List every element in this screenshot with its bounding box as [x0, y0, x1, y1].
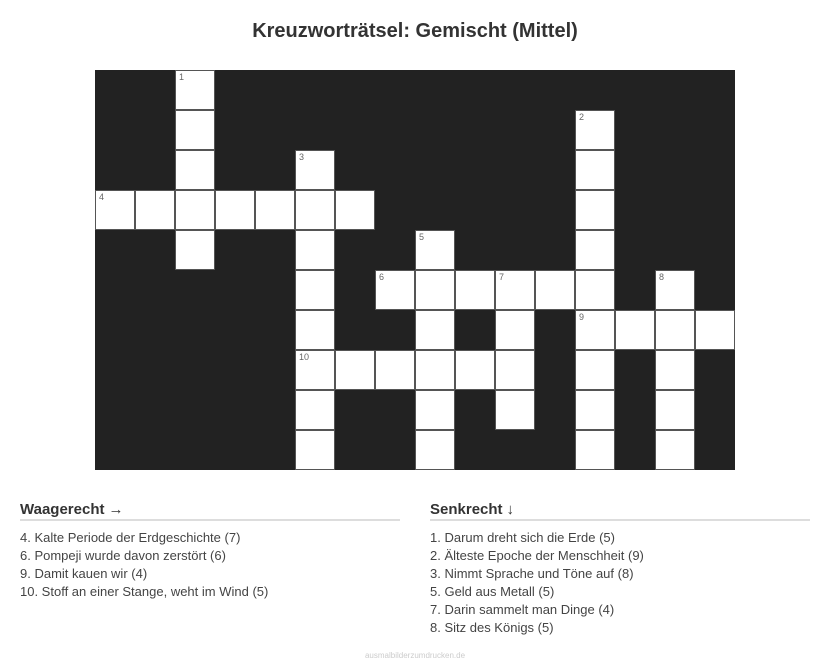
grid-cell[interactable] — [655, 390, 695, 430]
clue-item: 8. Sitz des Königs (5) — [430, 620, 554, 635]
down-clues-section — [430, 500, 810, 637]
across-heading-label: Waagerecht — [20, 501, 105, 518]
clue-item: 3. Nimmt Sprache und Töne auf (8) — [430, 566, 634, 581]
cell-number: 6 — [379, 272, 385, 282]
down-clue-list — [430, 529, 810, 637]
crossword-grid — [95, 70, 735, 470]
grid-cell[interactable] — [375, 350, 415, 390]
grid-cell[interactable] — [455, 350, 495, 390]
grid-cell[interactable] — [495, 270, 535, 310]
cell-number: 4 — [99, 192, 105, 202]
arrow-down-icon: ↓ — [506, 501, 515, 518]
grid-cell[interactable] — [495, 310, 535, 350]
grid-cell[interactable] — [415, 430, 455, 470]
grid-cell[interactable] — [175, 190, 215, 230]
across-clue-list — [20, 529, 400, 601]
cell-number: 8 — [659, 272, 665, 282]
cell-number: 5 — [419, 232, 425, 242]
grid-cell[interactable] — [535, 270, 575, 310]
grid-cell[interactable] — [655, 350, 695, 390]
grid-cell[interactable] — [175, 150, 215, 190]
grid-cell[interactable] — [575, 390, 615, 430]
grid-cell[interactable] — [415, 310, 455, 350]
grid-cell[interactable] — [335, 350, 375, 390]
clue-item: 1. Darum dreht sich die Erde (5) — [430, 530, 615, 545]
grid-cell[interactable] — [175, 110, 215, 150]
grid-cell[interactable] — [295, 390, 335, 430]
grid-cell[interactable] — [655, 430, 695, 470]
grid-cell[interactable] — [415, 350, 455, 390]
grid-cell[interactable] — [215, 190, 255, 230]
grid-cell[interactable] — [295, 150, 335, 190]
clue-item: 4. Kalte Periode der Erdgeschichte (7) — [20, 530, 241, 545]
grid-cell[interactable] — [415, 230, 455, 270]
clue-item: 6. Pompeji wurde davon zerstört (6) — [20, 548, 226, 563]
footer-credit: ausmalbilderzumdrucken.de — [364, 651, 466, 660]
grid-cell[interactable] — [295, 350, 335, 390]
page-title: Kreuzworträtsel: Gemischt (Mittel) — [252, 20, 578, 42]
grid-cell[interactable] — [655, 270, 695, 310]
grid-cell[interactable] — [255, 190, 295, 230]
grid-cell[interactable] — [575, 110, 615, 150]
clue-item: 9. Damit kauen wir (4) — [20, 566, 148, 581]
grid-cell[interactable] — [335, 190, 375, 230]
cell-number: 1 — [179, 72, 185, 82]
grid-cell[interactable] — [575, 230, 615, 270]
grid-cell[interactable] — [295, 310, 335, 350]
grid-cell[interactable] — [175, 230, 215, 270]
across-heading — [20, 500, 400, 521]
down-heading-label: Senkrecht — [430, 501, 503, 518]
grid-cell[interactable] — [295, 430, 335, 470]
grid-cell[interactable] — [295, 190, 335, 230]
arrow-right-icon: → — [108, 501, 124, 518]
grid-cell[interactable] — [695, 310, 735, 350]
cell-number: 9 — [579, 312, 585, 322]
cell-number: 3 — [299, 152, 305, 162]
grid-cell[interactable] — [495, 390, 535, 430]
grid-cell[interactable] — [455, 270, 495, 310]
clue-item: 2. Älteste Epoche der Menschheit (9) — [430, 548, 644, 563]
grid-cell[interactable] — [575, 310, 615, 350]
grid-cell[interactable] — [415, 390, 455, 430]
grid-cell[interactable] — [575, 430, 615, 470]
cell-number: 2 — [579, 112, 585, 122]
grid-cell[interactable] — [295, 230, 335, 270]
grid-cell[interactable] — [575, 270, 615, 310]
grid-cell[interactable] — [375, 270, 415, 310]
clue-item: 10. Stoff an einer Stange, weht im Wind (5) — [20, 584, 269, 599]
cell-number: 10 — [299, 352, 310, 362]
grid-cell[interactable] — [575, 190, 615, 230]
clue-item: 7. Darin sammelt man Dinge (4) — [430, 602, 615, 617]
grid-cell[interactable] — [175, 70, 215, 110]
grid-cell[interactable] — [295, 270, 335, 310]
grid-cell[interactable] — [655, 310, 695, 350]
cell-number: 7 — [499, 272, 505, 282]
down-heading — [430, 500, 810, 521]
clue-item: 5. Geld aus Metall (5) — [430, 584, 555, 599]
across-clues-section — [20, 500, 400, 601]
grid-cell[interactable] — [575, 150, 615, 190]
grid-cell[interactable] — [415, 270, 455, 310]
grid-cell[interactable] — [135, 190, 175, 230]
grid-cell[interactable] — [615, 310, 655, 350]
grid-cell[interactable] — [95, 190, 135, 230]
grid-cell[interactable] — [575, 350, 615, 390]
grid-cell[interactable] — [495, 350, 535, 390]
